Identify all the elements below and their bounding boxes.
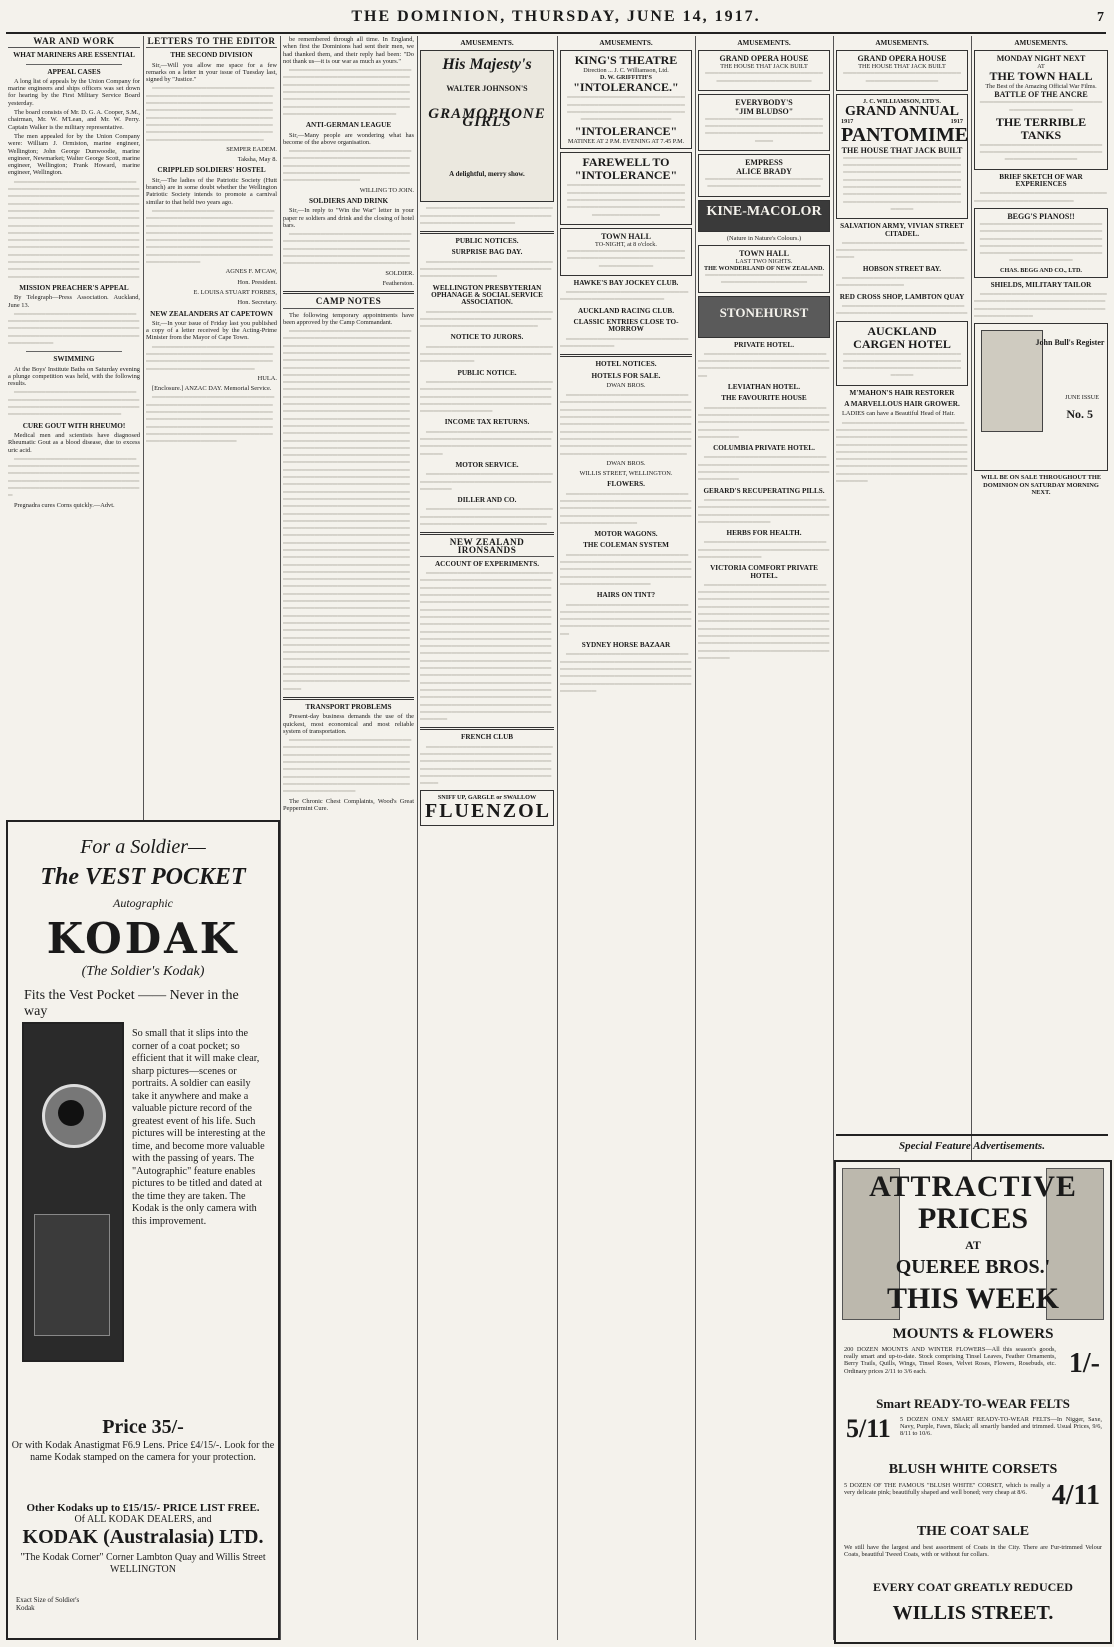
- text-block: ═══════════════════════════════════════════════════════════════════════════════════: [420, 308, 553, 331]
- article-paragraph: The Chronic Chest Complaints, Wood's Great Peppermint Cure.: [283, 797, 414, 812]
- text-block: ═════════════════════════════════════════════════════════════════════════════════════: [420, 506, 553, 528]
- text-block: ══════════════════════════════════════════════════: [560, 289, 689, 304]
- text-block: ══════════════════════════════════════════════════════════════════════: [698, 539, 830, 561]
- text-block: ═══════════════════════════════════════════════════════════════════════════════════════════: [420, 428, 553, 458]
- text-block: ═══════════════════════════════════════════════: [705, 70, 823, 85]
- text-block: ══════════════════════════════════════════════════════════════════════════════════════════════════════════════════════════════════════: [560, 551, 692, 588]
- kinemacolor-banner: [698, 200, 830, 232]
- text-block: ══════════════════════════════════════════════════════════════════════════════: [420, 205, 553, 227]
- subheading: MOTOR WAGONS.: [594, 530, 658, 539]
- figure-illustration: [981, 330, 1043, 432]
- column-header: AMUSEMENTS.: [737, 39, 791, 47]
- notice-title: A MARVELLOUS HAIR GROWER.: [844, 400, 960, 409]
- beggs-pianos-ad: [974, 208, 1108, 278]
- ad-headline: FLUENZOL: [425, 800, 552, 823]
- ad-caption: (Nature in Nature's Colours.): [726, 234, 802, 242]
- article-paragraph: Pregnadra cures Corns quickly.—Advt.: [14, 501, 115, 509]
- ad-headline: PANTOMIME: [841, 123, 968, 146]
- subheading: HOTEL NOTICES.: [595, 360, 657, 369]
- notice-title: VICTORIA COMFORT PRIVATE HOTEL.: [710, 564, 818, 580]
- ad-line: Autographic: [113, 896, 173, 910]
- ad-headline: "JIM BLUDSO": [734, 106, 794, 116]
- ad-headline: FAREWELL TO: [582, 155, 670, 170]
- special-feature-heading: Special Feature Advertisements.: [836, 1134, 1108, 1152]
- notice-title: INCOME TAX RETURNS.: [444, 418, 530, 427]
- felts-heading: Smart READY-TO-WEAR FELTS: [876, 1396, 1070, 1411]
- ad-line: His Majesty's: [442, 56, 532, 74]
- subheading: FLOWERS.: [607, 480, 645, 489]
- notice-title: AUCKLAND RACING CLUB.: [577, 306, 675, 315]
- ad-headline: John Bull's Register: [1035, 338, 1105, 348]
- ad-headline: STONEHURST: [719, 304, 809, 320]
- ad-headline: GRAND OPERA HOUSE: [857, 54, 947, 64]
- ad-address: "The Kodak Corner" Corner Lambton Quay and Willis Street WELLINGTON: [20, 1552, 266, 1575]
- text-block: ══════════════════════════════════════════════════════════════════════════════════════════════════: [567, 94, 685, 124]
- divider: [560, 354, 692, 357]
- subheading: THE SECOND DIVISION: [170, 51, 253, 60]
- divider: [420, 532, 554, 535]
- ad-headline: "INTOLERANCE": [574, 124, 678, 139]
- ad-line: AT: [1037, 63, 1045, 71]
- ad-headline: THE HOUSE THAT JACK BUILT: [841, 145, 963, 155]
- ad-headline: The VEST POCKET: [40, 864, 246, 890]
- store-address: WILLIS STREET.: [892, 1602, 1054, 1624]
- notice-title: GERARD'S RECUPERATING PILLS.: [703, 486, 825, 495]
- ad-headline: THIS WEEK: [886, 1282, 1060, 1315]
- text-block: ═══════════════════════════════════════: [560, 335, 689, 350]
- article-paragraph: Medical men and scientists have diagnosed Rheumatic Gout as a blood disease, due to excess uric acid.: [8, 431, 140, 454]
- divider: [283, 291, 414, 294]
- signature: HULA.: [257, 374, 277, 382]
- ad-company: KODAK (Australasia) LTD.: [22, 1526, 264, 1548]
- article-paragraph: Sir,—In your issue of Friday last you published a copy of a letter received by the Acting-Prime Minister from the Mayor of Cape Town.: [146, 319, 277, 342]
- divider: [283, 697, 414, 700]
- agent-name: DWAN BROS.: [606, 381, 646, 389]
- column-header: AMUSEMENTS.: [875, 39, 929, 47]
- fluenzol-advertisement: [420, 790, 554, 826]
- text-block: ══════════════════════════════════════════════════: [974, 190, 1107, 205]
- text-block: ═══════════════════════════════════════════════════════════════════════════════════: [843, 350, 961, 380]
- text-block: ═══════════════════════════════════════════════════════════════════════════════════════════════════════════════════════════════════════════════════════════════════════════════════════════════════════════════════════════════════════════════════════════════════════════════════════════════════════════════════════════════════════════════════════════════════════════════════════════════════════════════════════════════════════════════════════════════════════════════════════════════════════════════════════════════════════════════════════════════════════════════════════════════════════════════════════════════════════════════════════════════════════════════════════════════════════════════════════════════════════════════════════════════════════════════════════════════════════════════════════════════════════════════════════════════════════════════════════════════════════════════════════════════════════════════════════════════════════════════════════════════════════════════════════════════════════════════════════════════════════════════════════════════════════════════════════════════════════════════════════════════════════════════════════════════════════════════════════════════════════════════════════════════════════════════════════════════════════════════════════════════════════════════════════════════════════════════════════════════════════════════════════════════: [283, 328, 412, 693]
- text-block: ═════════════════════════════════════════════════════════════════════════════════════════════════════════════════════════════════════════════════════: [979, 220, 1103, 265]
- subheading: FRENCH CLUB: [460, 733, 514, 742]
- ad-headline: "INTOLERANCE": [574, 168, 678, 183]
- ad-line: Fits the Vest Pocket —— Never in the way: [24, 988, 239, 1019]
- text-block: ═════════════════════════════════════════════════════════════════════════════════════════════════════: [698, 496, 830, 526]
- section-heading: NEW ZEALAND IRONSANDS: [420, 539, 554, 557]
- divider: [420, 231, 554, 234]
- coat-sale-description: We still have the largest and best assortment of Coats in the City. There are Fur-trimmed Velour Coats, beautiful Tweed Coats, with or without fur collars.: [844, 1544, 1102, 1559]
- text-block: ═════════════════════════════════════════: [979, 99, 1103, 114]
- ad-line: CHAS. BEGG AND CO., LTD.: [1000, 266, 1082, 274]
- text-block: ═══════════════════════════════════════════════════════════════════════════════════════════════════════════: [146, 343, 275, 373]
- notice-title: HERBS FOR HEALTH.: [726, 529, 802, 538]
- corsets-price: 4/11: [1051, 1480, 1100, 1511]
- text-block: ════════════════════════════════════════════════════════: [836, 302, 968, 318]
- column-rule: [280, 36, 281, 1640]
- column-rule: [417, 36, 418, 1640]
- ad-headline: PRICES: [917, 1202, 1029, 1235]
- ad-line: TO-NIGHT, at 8 o'clock.: [595, 240, 657, 248]
- text-block: ════════════════════════════════════════════════════════════════════════════════════════════════════════════════════════════════════════════════════════════════════════════════════════════════════════════════════════════════════════════════════════════════════════════════════════════════════════════════════════════════════════════════════════════════════════════════════════════════════════════════════: [8, 178, 140, 281]
- article-paragraph: LADIES can have a Beautiful Head of Hair.: [842, 410, 955, 418]
- article-paragraph: Sir,—Many people are wondering what has become of the above organisation.: [283, 131, 414, 146]
- notice-title: DILLER AND CO.: [457, 496, 517, 505]
- ad-body: So small that it slips into the corner of a coat pocket; so efficient that it will make clear, sharp pictures—scenes or portraits. A soldier can easily take it anywhere and make a valuable picture record of the greatest event of his life. Such pictures will be interesting at the time, and become more valuable with the passing of years. The "Autographic" feature enables pictures to be titled and dated at the time they are taken. The Kodak is the only camera with this improvement.: [132, 1028, 266, 1227]
- article-paragraph: A long list of appeals by the Union Company for marine engineers and ships officers was set down for hearing by the First Military Service Board yesterday.: [8, 77, 140, 107]
- ad-price: Price 35/-: [102, 1416, 184, 1438]
- subheading: WHAT MARINERS ARE ESSENTIAL: [13, 51, 135, 60]
- corsets-description: 5 DOZEN OF THE FAMOUS "BLUSH WHITE" CORSET, which is really a very delicate pink; beautifully shaped and well boned; very cheap at 8/6.: [844, 1482, 1050, 1497]
- ad-line: THE HOUSE THAT JACK BUILT: [720, 63, 808, 71]
- notice-title: PUBLIC NOTICE.: [457, 368, 517, 377]
- town-hall-ad: [698, 245, 830, 293]
- notice-title: WELLINGTON PRESBYTERIAN OPHANAGE & SOCIAL SERVICE ASSOCIATION.: [431, 283, 543, 307]
- camera-plate: [34, 1214, 110, 1336]
- empress-ad: [698, 154, 830, 197]
- notice-title: HAWKE'S BAY JOCKEY CLUB.: [573, 278, 679, 287]
- text-block: ════════════════════════════════════════════════════════════: [836, 239, 968, 262]
- ad-headline: BATTLE OF THE ANCRE: [994, 90, 1088, 100]
- ad-headline: QUEREE BROS.': [895, 1256, 1051, 1278]
- signature: AGNES F. M'CAW,: [225, 268, 277, 276]
- ad-line: THE WONDERLAND OF NEW ZEALAND.: [703, 264, 825, 272]
- mounts-price: 1/-: [1068, 1348, 1100, 1379]
- pantomime-ad: [836, 94, 968, 219]
- ad-line: The Best of the Amazing Official War Films.: [985, 83, 1097, 91]
- article-paragraph: Sir,—The ladies of the Patriotic Society (Hutt branch) are in some doubt whether the Wellington Patriotic Society intends to promote a carnival similar to that held two years ago.: [146, 176, 277, 206]
- article-paragraph: The following temporary appointments have been approved by the Camp Commandant.: [283, 311, 414, 326]
- divider: [420, 727, 554, 730]
- text-block: ═══════════════════════════════════════════════════════════════════════════════════════════════════════════════════════════════════════════════════════════════════════════════════════════════════════════════════: [283, 737, 412, 796]
- text-block: ════════════════════════════════════════════════════════════════════════════════════════════════════════════════════════════: [8, 310, 140, 347]
- column-amusements-2: [560, 36, 692, 1640]
- article-paragraph: [Enclosure.] ANZAC DAY. Memorial Service.: [152, 385, 272, 393]
- text-block: ════════════════════════════════════════════════════════════════════════════════════════════════════════════════════════════════: [283, 148, 412, 185]
- town-hall-ad: [560, 228, 692, 276]
- notice-title: THE FAVOURITE HOUSE: [721, 394, 807, 403]
- notice-title: SYDNEY HORSE BAZAAR: [581, 641, 671, 650]
- divider: [26, 64, 122, 65]
- queree-bros-advertisement: [834, 1160, 1112, 1644]
- text-block: ═════════════════════════════════════════════════════════════════════════════════════════════════════════════════════════════════════════════════════════════════════════════════════════════════════════════════════════════════════════════: [836, 419, 968, 485]
- ad-headline: THE TERRIBLE TANKS: [995, 114, 1087, 142]
- ad-headline: THE TOWN HALL: [989, 69, 1093, 84]
- subheading: SOLDIERS AND DRINK: [308, 196, 389, 205]
- text-block: ════════════════════════════════════════════════════════════════════════════════════════════════════════════════════════════════════════════════: [8, 455, 140, 500]
- agent-address: WILLIS STREET, WELLINGTON.: [579, 470, 673, 478]
- text-block: ══════════════════════════════════════════════════════════════════════════: [420, 258, 553, 281]
- ad-line: For a Soldier—: [80, 836, 206, 858]
- text-block: ═════════════════════════════════════════════════════════════════════════════════════════════════════════════════════════════════════════════════════════════════════════════════════════════════════════════════════════════: [146, 85, 275, 144]
- felts-description: 5 DOZEN ONLY SMART READY-TO-WEAR FELTS—In Nigger, Saxe, Navy, Purple, Fawn, Black; all smartly banded and trimmed. Usual Prices, 9/6, 8/11 to 10/6.: [900, 1416, 1102, 1438]
- grand-opera-ad: [698, 50, 830, 91]
- mounts-description: 200 DOZEN MOUNTS AND WINTER FLOWERS—All this season's goods, really smart and up-to-date. Stock comprising Tinsel Leaves, Feather Ornaments, Berry Trails, Quills, Wings, Tinsel Roses, Velvet Roses, Flowers, Rosebuds, etc. Ordinary prices 2/11 to 3/6 each.: [844, 1346, 1056, 1375]
- ad-caption: Exact Size of Soldier's Kodak: [16, 1596, 80, 1612]
- ad-headline: KING'S THEATRE: [574, 53, 678, 68]
- ad-line: A delightful, merry show.: [449, 170, 525, 179]
- kodak-advertisement: [6, 820, 280, 1640]
- agent-name: DWAN BROS.: [606, 459, 646, 467]
- column-rule: [557, 36, 558, 1640]
- text-block: ═══════════════════════════════════════════════════════════════════════════════════════════════════════════════════════: [567, 182, 685, 219]
- signature: Featherston.: [382, 279, 414, 287]
- masthead: THE DOMINION, THURSDAY, JUNE 14, 1917.: [351, 8, 761, 25]
- text-block: ═══════════════════════════════════════════════════════════════════════════════════════════════════════════════════════════════════: [420, 378, 553, 416]
- signature: SOLDIER.: [385, 269, 414, 277]
- ad-line: J. C. WILLIAMSON, LTD'S.: [863, 97, 941, 105]
- text-block: ═════════════════════════════════════════════════════════════════════════════════════════════════════════════════════════════════════════════════════════════════════════════════════════════════════════════════════════════════════════════════════════════════════════════════════════════════════════════════════════════════════════════════════════════════════════════════════════════════════════════════════════════════════════════════════════════════════════════════════════════════════════════════════════════════════════════════════════════════════════════════════════════════════════: [420, 570, 553, 724]
- sale-notice: WILL BE ON SALE THROUGHOUT THE DOMINION ON SATURDAY MORNING NEXT.: [980, 474, 1102, 496]
- article-paragraph: Sir,—Will you allow me space for a few remarks on a letter in your issue of Tuesday last, signed by "Justice.": [146, 61, 277, 84]
- ad-line: D. W. GRIFFITH'S: [600, 74, 652, 82]
- notice-title: BRIEF SKETCH OF WAR EXPERIENCES: [999, 172, 1083, 189]
- signature: E. LOUISA STUART FORBES,: [193, 288, 277, 296]
- ad-headline: AUCKLAND CARGEN HOTEL: [853, 323, 951, 351]
- subheading: SWIMMING: [53, 355, 95, 364]
- notice-title: HOBSON STREET BAY.: [862, 264, 942, 273]
- column-header: AMUSEMENTS.: [599, 39, 653, 47]
- everybodys-ad: [698, 94, 830, 151]
- page-header: [6, 6, 1106, 34]
- text-block: ═══════════════════════════════════════════════════════════════════════════════════════════════════════════════════════════════════════════════════════════════════════════════════════════: [146, 394, 275, 446]
- ad-line: Of ALL KODAK DEALERS, and: [74, 1514, 212, 1525]
- ad-headline: ALICE BRADY: [736, 167, 792, 177]
- text-block: ═══════════════════════════════════════════════════════════════════════════════════════════════════════════════════════════: [698, 404, 830, 441]
- ad-line: (The Soldier's Kodak): [81, 964, 205, 979]
- ad-line: THE HOUSE THAT JACK BUILT: [858, 63, 946, 71]
- subheading: APPEAL CASES: [47, 67, 101, 76]
- text-block: ══════════════════════════════════════════════════════════════════════: [979, 141, 1103, 164]
- text-block: ═══════════════════════════════════════════════════════════════════════════════════════════════════: [974, 291, 1107, 320]
- notice-title: LEVIATHAN HOTEL.: [727, 383, 801, 392]
- section-heading: WAR AND WORK: [8, 38, 140, 48]
- ad-headline: GRAND ANNUAL: [845, 103, 959, 119]
- signature: Hon. President.: [237, 278, 277, 286]
- section-heading: CAMP NOTES: [283, 298, 414, 308]
- article-paragraph: The board consists of Mr. D. G. A. Cooper, S.M., chairman, Mr. W. M'Lean, and Mr. W. Perry. Captain Walker is the military representative.: [8, 109, 140, 131]
- text-block: ════════════════════════════════════════════════════════════════════════════════════════════════════════════════════: [560, 601, 692, 638]
- signature: SEMPER EADEM.: [226, 145, 277, 153]
- ad-headline: KINE-MACOLOR: [706, 203, 822, 219]
- mounts-heading: MOUNTS & FLOWERS: [892, 1326, 1054, 1342]
- farewell-ad: [560, 152, 692, 224]
- ad-headline: BEGG'S PIANOS!!: [1007, 211, 1075, 221]
- text-block: ════════════════════════════════════════════════════════════════: [420, 471, 553, 493]
- ad-line: WALTER JOHNSON'S: [446, 84, 528, 94]
- signature: WILLING TO JOIN.: [359, 186, 414, 194]
- text-block: ═══════════════════════════════════════════════════: [705, 176, 823, 191]
- corsets-heading: BLUSH WHITE CORSETS: [888, 1462, 1058, 1477]
- notice-title: CLASSIC ENTRIES CLOSE TO-MORROW: [573, 318, 679, 334]
- lens-center-icon: [58, 1100, 84, 1126]
- article-paragraph: be remembered through all time. In England, when first the Dominions had sent their men, we had thanked them, and their reply had been: "Do not thank us—it is our war as much as yours.": [283, 36, 414, 65]
- ad-headline: "INTOLERANCE.": [573, 80, 679, 95]
- text-block: ═════════════════════════════════════════════════════════════════════: [420, 343, 553, 366]
- coat-reduced-banner: EVERY COAT GREATLY REDUCED: [873, 1580, 1073, 1594]
- ad-line: AT: [965, 1238, 981, 1252]
- ad-headline: EMPRESS: [745, 158, 783, 168]
- subheading: HOTELS FOR SALE.: [591, 371, 661, 380]
- column-header: AMUSEMENTS.: [1014, 39, 1068, 47]
- text-block: ═══════════════════════════════════════════════════════════════════════════════════════════════════════════════════════════════════: [560, 490, 692, 527]
- text-block: ════════════════════════════════════════════════════════════════: [567, 247, 685, 270]
- text-block: ══════════════════════════════════════════: [836, 275, 965, 290]
- notice-title: HAIRS ON TINT?: [596, 591, 656, 600]
- ad-line: Direction ... J. C. Williamson, Ltd.: [583, 67, 669, 75]
- ad-headline: GRAND OPERA HOUSE: [719, 54, 809, 64]
- notice-title: MOTOR SERVICE.: [455, 460, 519, 469]
- camera-illustration: [22, 1022, 124, 1362]
- divider: [26, 351, 122, 352]
- text-block: ═══════════════════════════════════════════════════════════════════════════════════════════════════════════════════════════════════════════: [283, 231, 412, 268]
- article-paragraph: The men appealed for by the Union Company were: William J. Ormiston, marine engineer, Wellington; John George Dunwoodie, marine engineer, Newmarket; Walter George Scott, marine engineer, Wellington; Frank Howard, marine engineer, Wellington.: [8, 132, 140, 177]
- ad-line: MATINEE AT 2 P.M. EVENING AT 7.45 P.M.: [567, 138, 685, 146]
- text-block: ═══════════════════════════════════════════════════════════════════════════════════════════════════════════════════════════════════════════════════════════════════════════════════════════════════════════════: [146, 207, 275, 267]
- notice-title: SALVATION ARMY, VIVIAN STREET CITADEL.: [840, 222, 964, 238]
- signature: Taksha, May 8.: [237, 156, 277, 164]
- john-bull-register-ad: [974, 323, 1108, 471]
- notice-title: SURPRISE BAG DAY.: [451, 248, 523, 257]
- issue-number: No. 5: [1066, 407, 1093, 422]
- subheading: CRIPPLED SOLDIERS' HOSTEL: [157, 166, 266, 175]
- text-block: ═══════════════════════════════════════════════════════════════════════════════════════════════════════════════════════════════════════════════════════════════════════════════════════════════════════════════════════════════════════════════════════════════════════════════════════════════════════: [698, 581, 830, 662]
- ad-line: SNIFF UP, GARGLE or SWALLOW: [437, 794, 537, 802]
- text-block: ══════════════════════════════════════════════════════════════════════════════════════════════════════════════════════════════════════════════════════════════════════════════════════════════════════════════════════════════════════════════════════════════════: [560, 392, 692, 458]
- notice-title: NOTICE TO JURORS.: [450, 333, 524, 342]
- subheading: ACCOUNT OF EXPERIMENTS.: [434, 559, 540, 568]
- text-block: ═════════════════════════════════════════════: [705, 271, 823, 287]
- column-amusements-3: [698, 36, 830, 1640]
- ad-headline: EVERYBODY'S: [735, 97, 793, 107]
- cargen-hotel-ad: [836, 321, 968, 386]
- coat-sale-heading: THE COAT SALE: [916, 1524, 1030, 1539]
- subheading: MISSION PREACHER'S APPEAL: [19, 283, 129, 292]
- text-block: ══════════════════════════════════════════════════════════════════════════════════: [705, 115, 823, 145]
- column-amusements-4: [836, 36, 968, 1156]
- subheading: THE COLEMAN SYSTEM: [583, 541, 669, 550]
- column-war-and-work: [8, 36, 140, 816]
- ad-headline: GRAMOPHONE GIRLS: [428, 106, 546, 130]
- kodak-logo: KODAK: [46, 914, 240, 963]
- section-heading: LETTERS TO THE EDITOR: [146, 38, 277, 48]
- town-hall-films-ad: [974, 50, 1108, 169]
- felts-price: 5/11: [846, 1414, 891, 1443]
- subheading: NEW ZEALANDERS AT CAPETOWN: [150, 309, 273, 318]
- article-paragraph: By Telegraph—Press Association. Auckland, June 13.: [8, 294, 140, 309]
- article-paragraph: At the Boys' Institute Baths on Saturday evening a plunge competition was held, with the following results.: [8, 365, 140, 388]
- article-paragraph: Sir,—In reply to "Win the War" letter in your paper re soldiers and drink and the closing of hotel bars.: [283, 207, 414, 229]
- stonehurst-illustration: [698, 296, 830, 338]
- notice-title: M'MAHON'S HAIR RESTORER: [849, 388, 955, 397]
- text-block: ══════════════════════════════════════════════════════════════════════════════════════════════════════════════: [8, 389, 140, 419]
- ad-line: Or with Kodak Anastigmat F6.9 Lens. Price £4/15/-. Look for the name Kodak stamped on the camera for your protection.: [11, 1440, 275, 1463]
- subheading: TRANSPORT PROBLEMS: [305, 702, 392, 711]
- article-paragraph: Present-day business demands the use of the quickest, most economical and most reliable system of transportation.: [283, 713, 414, 735]
- column-header: AMUSEMENTS.: [460, 39, 514, 47]
- ad-headline: TOWN HALL: [601, 231, 651, 241]
- ad-line: LAST TWO NIGHTS.: [735, 257, 793, 265]
- text-block: ═══════════════════════════════════════════════════════════════════════════════════════════════════════════════════════════════════════════════════════════════════════════════════════════: [843, 154, 961, 213]
- gramophone-girls-ad: [420, 50, 554, 202]
- text-block: ════════════════════════════════════════════════════════════════════════════════════════════════════════════════════════════════════════════════════: [420, 743, 553, 788]
- page-number: 7: [1097, 10, 1104, 25]
- notice-title: SHIELDS, MILITARY TAILOR: [990, 280, 1092, 289]
- notice-title: RED CROSS SHOP, LAMBTON QUAY: [839, 292, 965, 301]
- column-amusements-1: [420, 36, 554, 1640]
- ad-headline: ATTRACTIVE: [869, 1170, 1077, 1203]
- notice-title: COLUMBIA PRIVATE HOTEL.: [713, 444, 815, 453]
- column-amusements-5: [974, 36, 1108, 1148]
- subheading: PUBLIC NOTICES.: [455, 237, 519, 246]
- text-block: ═══════════════════════════════════════════════════════════════════════════════════════: [698, 350, 830, 380]
- subheading: ANTI-GERMAN LEAGUE: [305, 121, 392, 130]
- year-label: 1917: [950, 117, 963, 125]
- column-letters: [146, 36, 277, 816]
- text-block: ══════════════════════════════════════════: [843, 70, 961, 85]
- ad-line: JUNE ISSUE: [1065, 394, 1099, 402]
- subheading: CURE GOUT WITH RHEUMO!: [22, 421, 126, 430]
- ad-line: Other Kodaks up to £15/15/- PRICE LIST FREE.: [26, 1502, 260, 1514]
- ad-headline: TOWN HALL: [739, 248, 789, 258]
- grand-opera-ad: [836, 50, 968, 91]
- text-block: ════════════════════════════════════════════════════════════════════════════════════════════════════════════════════════════════════════════════════════════════════════════════════════════════: [283, 67, 412, 118]
- text-block: ══════════════════════════════════════════════════════════════════════════════════════════════: [698, 454, 830, 484]
- kings-theatre-ad: [560, 50, 692, 149]
- text-block: ═══════════════════════════════════════════════════════════════════════════════════════════════════════════════════════════════════════════════════════: [560, 651, 692, 695]
- year-label: 1917: [841, 117, 854, 125]
- column-letters-continued: [283, 36, 414, 1640]
- ad-headline: MONDAY NIGHT NEXT: [996, 54, 1086, 64]
- notice-title: PRIVATE HOTEL.: [733, 340, 795, 349]
- signature: Hon. Secretary.: [237, 299, 277, 307]
- column-rule: [695, 36, 696, 1640]
